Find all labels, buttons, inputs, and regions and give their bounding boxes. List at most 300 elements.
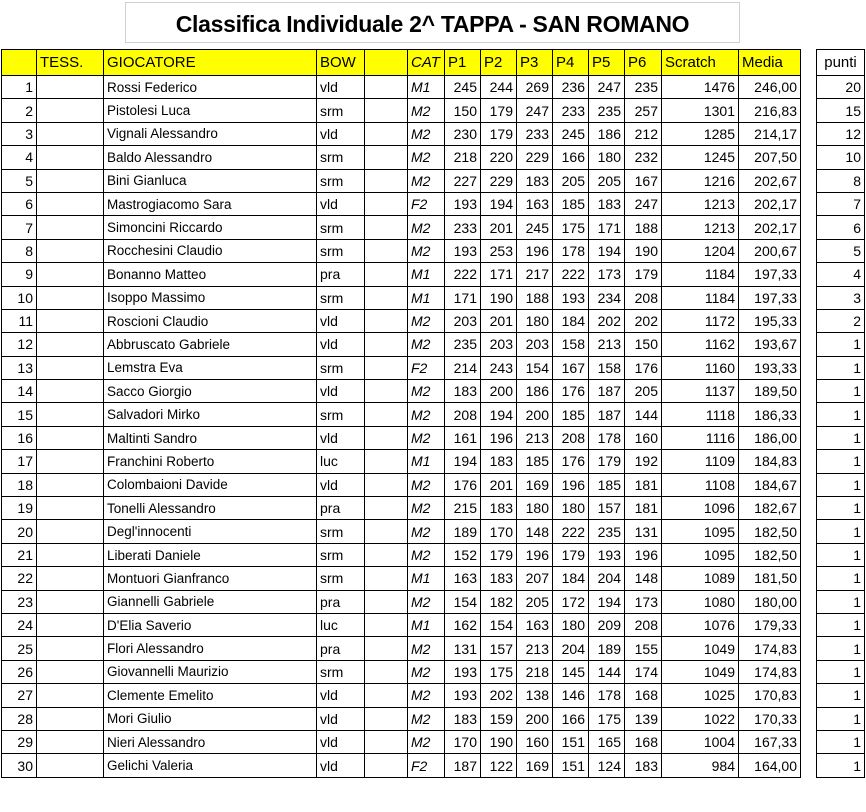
cell-p1: 189 [445,520,481,543]
cell-p5: 158 [589,356,625,379]
cell-blank [365,754,408,777]
cell-p2: 183 [481,450,517,473]
cell-scratch: 1118 [662,403,739,426]
cell-blank [365,590,408,613]
cell-p4: 172 [553,590,589,613]
cell-scratch: 1095 [662,543,739,566]
cell-scratch: 1160 [662,356,739,379]
table-row [2,543,801,566]
cell-giocatore: Colombaioni Davide [104,473,317,496]
cell-media: 202,17 [739,216,801,239]
cell-p1: 183 [445,707,481,730]
cell-scratch: 1049 [662,637,739,660]
cell-p1: 193 [445,192,481,215]
cell-media: 195,33 [739,309,801,332]
cell-p6: 232 [625,146,662,169]
cell-scratch: 1096 [662,497,739,520]
cell-p6: 205 [625,380,662,403]
table-row [2,333,801,356]
cell-media: 170,83 [739,684,801,707]
cell-pos: 6 [2,192,37,215]
cell-blank [365,216,408,239]
cell-media: 202,67 [739,169,801,192]
cell-blank [365,99,408,122]
cell-tess [37,216,104,239]
cell-p2: 175 [481,660,517,683]
cell-tess [37,426,104,449]
cell-punti: 1 [817,356,865,379]
cell-p3: 213 [517,426,553,449]
cell-punti: 1 [817,707,865,730]
cell-giocatore: Giovannelli Maurizio [104,660,317,683]
cell-p3: 205 [517,590,553,613]
cell-p2: 154 [481,613,517,636]
cell-p3: 188 [517,286,553,309]
cell-cat: M2 [408,637,445,660]
cell-p5: 165 [589,730,625,753]
cell-p1: 170 [445,730,481,753]
cell-p1: 218 [445,146,481,169]
cell-media: 174,83 [739,637,801,660]
cell-blank [365,263,408,286]
points-row [817,216,865,239]
cell-p2: 122 [481,754,517,777]
cell-p4: 185 [553,403,589,426]
cell-bow: srm [317,403,365,426]
cell-p4: 184 [553,309,589,332]
cell-p4: 180 [553,613,589,636]
cell-p1: 235 [445,333,481,356]
cell-punti: 1 [817,590,865,613]
cell-cat: M2 [408,497,445,520]
cell-giocatore: Baldo Alessandro [104,146,317,169]
cell-cat: M2 [408,122,445,145]
cell-p2: 253 [481,239,517,262]
points-row [817,450,865,473]
cell-p1: 183 [445,380,481,403]
cell-pos: 11 [2,309,37,332]
cell-pos: 12 [2,333,37,356]
header-scratch: Scratch [662,50,739,76]
cell-punti: 2 [817,309,865,332]
cell-bow: vld [317,76,365,99]
cell-p2: 229 [481,169,517,192]
cell-pos: 4 [2,146,37,169]
cell-p6: 173 [625,590,662,613]
cell-cat: M2 [408,380,445,403]
cell-scratch: 1004 [662,730,739,753]
table-row [2,637,801,660]
cell-p2: 190 [481,286,517,309]
cell-tess [37,356,104,379]
cell-blank [365,637,408,660]
cell-punti: 10 [817,146,865,169]
cell-scratch: 1213 [662,216,739,239]
cell-tess [37,450,104,473]
cell-giocatore: Giannelli Gabriele [104,590,317,613]
cell-pos: 8 [2,239,37,262]
cell-giocatore: Flori Alessandro [104,637,317,660]
cell-p4: 236 [553,76,589,99]
cell-bow: vld [317,309,365,332]
cell-bow: srm [317,520,365,543]
cell-giocatore: Rocchesini Claudio [104,239,317,262]
cell-scratch: 1080 [662,590,739,613]
cell-p3: 217 [517,263,553,286]
table-row [2,567,801,590]
cell-p1: 214 [445,356,481,379]
cell-scratch: 1301 [662,99,739,122]
table-row [2,450,801,473]
points-row [817,660,865,683]
cell-p5: 202 [589,309,625,332]
cell-p4: 184 [553,567,589,590]
cell-tess [37,707,104,730]
cell-bow: srm [317,356,365,379]
header-blank [365,50,408,76]
table-row [2,263,801,286]
points-row [817,146,865,169]
cell-pos: 3 [2,122,37,145]
cell-punti: 1 [817,403,865,426]
cell-p2: 202 [481,684,517,707]
points-row [817,754,865,777]
cell-blank [365,684,408,707]
cell-bow: srm [317,99,365,122]
cell-p5: 247 [589,76,625,99]
points-row [817,76,865,99]
cell-pos: 10 [2,286,37,309]
cell-giocatore: Pistolesi Luca [104,99,317,122]
cell-p1: 171 [445,286,481,309]
cell-media: 182,67 [739,497,801,520]
cell-p1: 150 [445,99,481,122]
cell-bow: vld [317,192,365,215]
cell-p6: 208 [625,613,662,636]
header-punti: punti [817,50,865,76]
cell-p5: 209 [589,613,625,636]
cell-pos: 28 [2,707,37,730]
cell-p2: 194 [481,192,517,215]
cell-media: 193,67 [739,333,801,356]
cell-pos: 24 [2,613,37,636]
cell-p2: 201 [481,473,517,496]
points-row [817,309,865,332]
cell-p1: 193 [445,684,481,707]
points-row [817,637,865,660]
cell-giocatore: Salvadori Mirko [104,403,317,426]
cell-p3: 180 [517,309,553,332]
cell-p3: 207 [517,567,553,590]
cell-cat: M2 [408,403,445,426]
table-row [2,613,801,636]
cell-p4: 176 [553,380,589,403]
cell-pos: 26 [2,660,37,683]
points-row [817,567,865,590]
cell-p3: 183 [517,169,553,192]
cell-p4: 145 [553,660,589,683]
cell-blank [365,333,408,356]
cell-p4: 179 [553,543,589,566]
cell-p5: 193 [589,543,625,566]
cell-pos: 15 [2,403,37,426]
cell-tess [37,146,104,169]
cell-p3: 200 [517,403,553,426]
page-title: Classifica Individuale 2^ TAPPA - SAN ROMANO [175,11,690,37]
cell-p6: 167 [625,169,662,192]
cell-p6: 192 [625,450,662,473]
cell-punti: 1 [817,426,865,449]
cell-p2: 183 [481,497,517,520]
cell-p1: 176 [445,473,481,496]
cell-pos: 17 [2,450,37,473]
table-row [2,520,801,543]
cell-p3: 185 [517,450,553,473]
cell-p4: 158 [553,333,589,356]
cell-scratch: 1285 [662,122,739,145]
cell-punti: 8 [817,169,865,192]
cell-p1: 194 [445,450,481,473]
cell-media: 214,17 [739,122,801,145]
table-row [2,286,801,309]
cell-pos: 23 [2,590,37,613]
cell-p6: 144 [625,403,662,426]
cell-pos: 21 [2,543,37,566]
cell-p5: 205 [589,169,625,192]
cell-punti: 15 [817,99,865,122]
cell-p2: 244 [481,76,517,99]
cell-cat: M2 [408,99,445,122]
cell-p6: 181 [625,473,662,496]
cell-scratch: 1108 [662,473,739,496]
points-header-row [817,50,865,76]
cell-p1: 215 [445,497,481,520]
cell-p6: 235 [625,76,662,99]
cell-p2: 179 [481,99,517,122]
cell-giocatore: Tonelli Alessandro [104,497,317,520]
cell-cat: M1 [408,286,445,309]
cell-p6: 179 [625,263,662,286]
cell-scratch: 1116 [662,426,739,449]
cell-blank [365,380,408,403]
cell-p2: 196 [481,426,517,449]
cell-tess [37,239,104,262]
cell-p3: 186 [517,380,553,403]
cell-bow: srm [317,660,365,683]
cell-p3: 154 [517,356,553,379]
cell-tess [37,192,104,215]
cell-p4: 245 [553,122,589,145]
points-row [817,286,865,309]
cell-p2: 157 [481,637,517,660]
cell-tess [37,99,104,122]
header-media: Media [739,50,801,76]
cell-tess [37,473,104,496]
cell-p3: 233 [517,122,553,145]
cell-p5: 204 [589,567,625,590]
cell-punti: 1 [817,684,865,707]
cell-tess [37,730,104,753]
cell-p1: 193 [445,660,481,683]
cell-tess [37,567,104,590]
cell-media: 180,00 [739,590,801,613]
cell-p4: 204 [553,637,589,660]
cell-bow: vld [317,684,365,707]
cell-blank [365,613,408,636]
cell-cat: M2 [408,707,445,730]
cell-bow: srm [317,286,365,309]
cell-p3: 269 [517,76,553,99]
table-row [2,216,801,239]
cell-blank [365,543,408,566]
cell-giocatore: Liberati Daniele [104,543,317,566]
cell-p6: 176 [625,356,662,379]
cell-giocatore: Mori Giulio [104,707,317,730]
cell-p1: 233 [445,216,481,239]
cell-media: 197,33 [739,263,801,286]
header-cat: CAT [408,50,445,76]
cell-blank [365,660,408,683]
cell-p6: 150 [625,333,662,356]
points-table [816,49,865,778]
cell-pos: 18 [2,473,37,496]
cell-cat: M2 [408,543,445,566]
cell-p4: 222 [553,520,589,543]
cell-p4: 176 [553,450,589,473]
cell-media: 164,00 [739,754,801,777]
cell-p4: 175 [553,216,589,239]
cell-p1: 152 [445,543,481,566]
cell-p1: 193 [445,239,481,262]
cell-p2: 243 [481,356,517,379]
cell-punti: 1 [817,543,865,566]
cell-cat: F2 [408,356,445,379]
cell-p5: 144 [589,660,625,683]
cell-bow: vld [317,730,365,753]
points-row [817,590,865,613]
cell-cat: M2 [408,333,445,356]
cell-p1: 222 [445,263,481,286]
cell-scratch: 1213 [662,192,739,215]
cell-blank [365,169,408,192]
cell-bow: srm [317,543,365,566]
cell-p4: 185 [553,192,589,215]
cell-p1: 230 [445,122,481,145]
cell-p5: 235 [589,99,625,122]
cell-p3: 229 [517,146,553,169]
cell-scratch: 1245 [662,146,739,169]
cell-p2: 171 [481,263,517,286]
cell-tess [37,122,104,145]
cell-p6: 139 [625,707,662,730]
cell-bow: vld [317,333,365,356]
cell-scratch: 1076 [662,613,739,636]
points-row [817,730,865,753]
cell-p6: 168 [625,684,662,707]
cell-p2: 220 [481,146,517,169]
cell-scratch: 1049 [662,660,739,683]
cell-pos: 27 [2,684,37,707]
cell-p6: 168 [625,730,662,753]
cell-p5: 179 [589,450,625,473]
cell-tess [37,286,104,309]
cell-p4: 196 [553,473,589,496]
cell-bow: vld [317,473,365,496]
cell-punti: 1 [817,497,865,520]
cell-scratch: 1109 [662,450,739,473]
cell-p1: 154 [445,590,481,613]
cell-p2: 201 [481,309,517,332]
cell-p1: 163 [445,567,481,590]
cell-cat: M2 [408,473,445,496]
cell-p5: 194 [589,239,625,262]
cell-media: 189,50 [739,380,801,403]
ranking-table [1,49,801,778]
points-row [817,426,865,449]
table-row [2,590,801,613]
cell-blank [365,146,408,169]
cell-p1: 131 [445,637,481,660]
cell-tess [37,660,104,683]
cell-p2: 203 [481,333,517,356]
cell-p6: 208 [625,286,662,309]
cell-giocatore: Bonanno Matteo [104,263,317,286]
cell-punti: 1 [817,473,865,496]
cell-p5: 235 [589,520,625,543]
cell-scratch: 1089 [662,567,739,590]
table-row [2,99,801,122]
cell-punti: 3 [817,286,865,309]
cell-punti: 1 [817,450,865,473]
cell-p6: 196 [625,543,662,566]
points-row [817,99,865,122]
cell-media: 216,83 [739,99,801,122]
cell-cat: M2 [408,239,445,262]
cell-p2: 183 [481,567,517,590]
cell-punti: 4 [817,263,865,286]
points-row [817,613,865,636]
cell-punti: 6 [817,216,865,239]
cell-p3: 247 [517,99,553,122]
cell-cat: M1 [408,450,445,473]
cell-p1: 245 [445,76,481,99]
cell-blank [365,239,408,262]
cell-p3: 203 [517,333,553,356]
cell-blank [365,497,408,520]
header-giocatore: GIOCATORE [104,50,317,76]
cell-media: 174,83 [739,660,801,683]
cell-giocatore: Degl'innocenti [104,520,317,543]
points-row [817,169,865,192]
cell-punti: 12 [817,122,865,145]
cell-scratch: 1095 [662,520,739,543]
cell-bow: pra [317,590,365,613]
cell-p2: 201 [481,216,517,239]
cell-p4: 208 [553,426,589,449]
cell-cat: M2 [408,660,445,683]
cell-tess [37,754,104,777]
table-row [2,754,801,777]
header-p5: P5 [589,50,625,76]
cell-blank [365,76,408,99]
cell-bow: luc [317,613,365,636]
cell-pos: 20 [2,520,37,543]
header-p6: P6 [625,50,662,76]
cell-cat: M2 [408,520,445,543]
cell-pos: 22 [2,567,37,590]
cell-cat: M1 [408,567,445,590]
cell-cat: M1 [408,76,445,99]
